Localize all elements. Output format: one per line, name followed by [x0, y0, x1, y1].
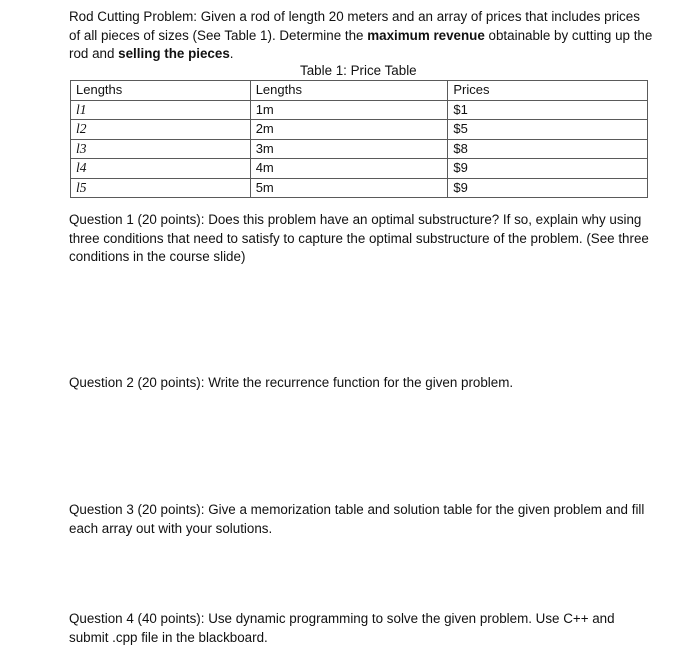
header-prices: Prices — [448, 81, 648, 101]
cell-price: $9 — [448, 159, 648, 179]
cell-length-symbol: l1 — [71, 100, 251, 120]
cell-length-value: 4m — [250, 159, 448, 179]
cell-price: $8 — [448, 139, 648, 159]
table-row — [71, 178, 648, 198]
cell-length-symbol: l3 — [71, 139, 251, 159]
question-1: Question 1 (20 points): Does this problem have an optimal substructure? If so, explain why using three conditions that need to satisfy to capture the optimal substructure of the problem. (See three conditions in the course slide) — [69, 212, 649, 264]
intro-bold-maximum-revenue: maximum revenue — [367, 27, 485, 43]
cell-length-symbol: l2 — [71, 120, 251, 140]
header-lengths-symbol: Lengths — [71, 81, 251, 101]
question-2: Question 2 (20 points): Write the recurrence function for the given problem. — [69, 375, 514, 390]
cell-length-value: 1m — [250, 100, 448, 120]
intro-text-2: obtainable by cutting up the rod and — [69, 27, 653, 61]
header-lengths-value: Lengths — [250, 81, 448, 101]
intro-text-3: . — [229, 46, 234, 61]
cell-price: $1 — [448, 100, 648, 120]
cell-length-value: 3m — [250, 139, 448, 159]
cell-length-symbol: l4 — [71, 159, 251, 179]
cell-length-value: 5m — [250, 178, 448, 198]
problem-statement — [69, 8, 654, 64]
table-row — [71, 159, 648, 179]
table-header-row — [71, 81, 648, 101]
question-4: Question 4 (40 points): Use dynamic programming to solve the given problem. Use C++ and submit .cpp file in the blackboard. — [69, 611, 615, 645]
table-caption: Table 1: Price Table — [300, 63, 417, 78]
cell-length-symbol: l5 — [71, 178, 251, 198]
intro-text-1: Rod Cutting Problem: Given a rod of length 20 meters and an array of prices that includes prices of all pieces of sizes (See Table 1). Determine the — [69, 9, 640, 43]
price-table — [70, 80, 648, 198]
cell-price: $9 — [448, 178, 648, 198]
table-row — [71, 120, 648, 140]
table-row — [71, 139, 648, 159]
table-row — [71, 100, 648, 120]
cell-price: $5 — [448, 120, 648, 140]
question-3: Question 3 (20 points): Give a memorization table and solution table for the given problem and fill each array out with your solutions. — [69, 502, 645, 536]
cell-length-value: 2m — [250, 120, 448, 140]
intro-bold-selling-pieces: selling the pieces — [118, 46, 230, 61]
